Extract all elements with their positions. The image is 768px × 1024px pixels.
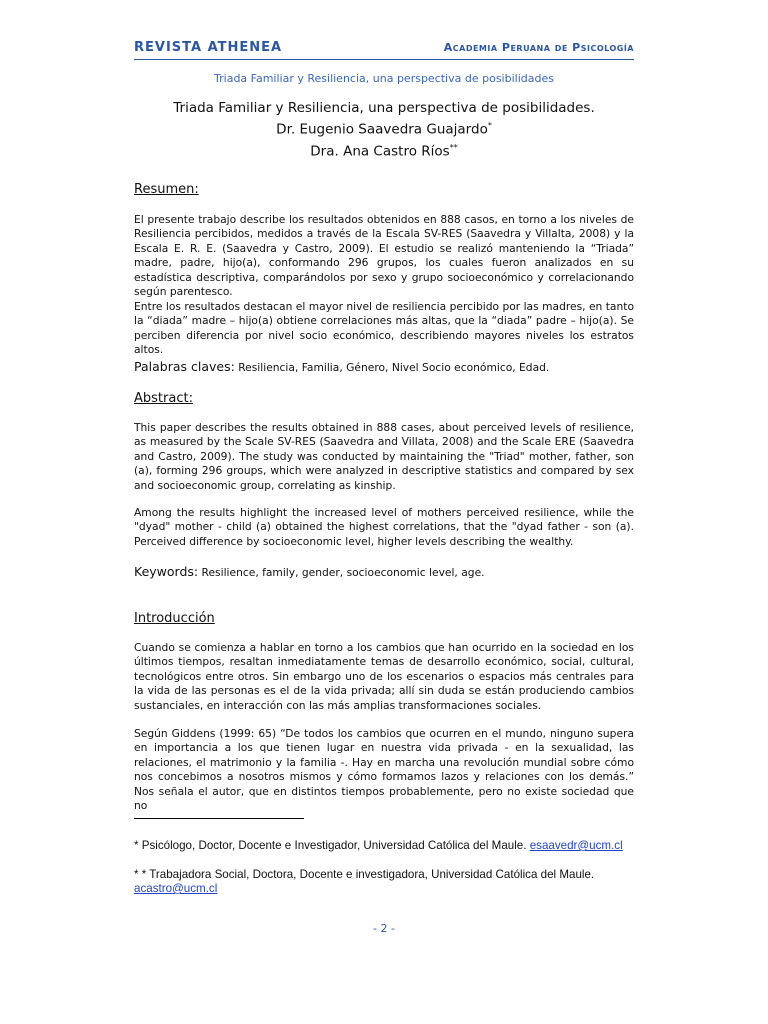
footnote-2-email-link[interactable]: acastro@ucm.cl (134, 882, 218, 895)
palabras-label: Palabras claves: (134, 359, 235, 374)
resumen-heading: Resumen: (134, 182, 199, 197)
introduccion-paragraph-1: Cuando se comienza a hablar en torno a los cambios que han ocurrido en la sociedad en los últimos tiempos, resaltan inmediatamente temas de desarrollo económico, social, cultural, tecnológicos entre otros. Sin embargo uno de los escenarios o espacios más centrales para la vida de las personas es el de la vida privada; allí sin duda se están produciendo cambios sustanciales, en interacción con las más amplias transformaciones sociales. (134, 641, 634, 712)
journal-name: REVISTA ATHENEA (134, 40, 283, 55)
keywords-text: Resilience, family, gender, socioeconomic level, age. (198, 566, 485, 579)
palabras-claves (134, 359, 634, 374)
footnote-1-email-link[interactable]: esaavedr@ucm.cl (529, 839, 623, 852)
abstract-heading: Abstract: (134, 391, 193, 406)
running-title: Triada Familiar y Resiliencia, una perspectiva de posibilidades (214, 72, 554, 85)
palabras-text: Resiliencia, Familia, Género, Nivel Socio económico, Edad. (234, 361, 550, 374)
footnote-1 (134, 839, 634, 853)
footnote-1-mark: * (134, 839, 139, 852)
author-1-name: Dr. Eugenio Saavedra Guajardo (276, 121, 488, 138)
abstract-paragraph-1: This paper describes the results obtained in 888 cases, about perceived levels of resilience, as measured by the Scale SV-RES (Saavedra and Villata, 2008) and the Scale ERE (Saavedra and Castro, 2009). The study was conducted by maintaining the "Triad" mother, father, son (a), forming 296 groups, which were analyzed in descriptive statistics and compared by sex and socioeconomic group, correlating as kinship. (134, 421, 634, 492)
resumen-paragraph-1: El presente trabajo describe los resultados obtenidos en 888 casos, en torno a los niveles de Resiliencia percibidos, medidos a través de la Escala SV-RES (Saavedra y Villalta, 2008) y la Escala E. R. E. (Saavedra y Castro, 2009). El estudio se realizó manteniendo la “Triada” madre, padre, hijo(a), conformando 296 grupos, los cuales fueron analizados en su estadística descriptiva, comparándolos por sexo y grupo socioeconómico y correlacionando según parentesco. (134, 213, 634, 299)
keywords (134, 564, 634, 579)
keywords-label: Keywords: (134, 564, 199, 579)
author-1-mark: * (487, 121, 492, 130)
page-number: - 2 - (373, 922, 395, 935)
resumen-paragraph-2: Entre los resultados destacan el mayor nivel de resiliencia percibido por las madres, en tanto la “diada” madre – hijo(a) obtiene correlaciones más altas, que la “diada” padre – hijo(a). Se perciben diferencia por nivel socio económico, describiendo mayores niveles los estratos altos. (134, 300, 634, 357)
abstract-paragraph-2: Among the results highlight the increased level of mothers perceived resilience, while the "dyad" mother - child (a) obtained the highest correlations, that the "dyad father - son (a). Perceived difference by socioeconomic level, higher levels describing the wealthy. (134, 506, 634, 548)
author-2-mark: ** (449, 142, 458, 152)
page-header (134, 40, 634, 60)
footnote-1-text: Psicólogo, Doctor, Docente e Investigador, Universidad Católica del Maule. (138, 839, 530, 852)
introduccion-paragraph-2: Según Giddens (1999: 65) “De todos los cambios que ocurren en el mundo, ninguno supera en importancia a los que tienen lugar en nuestra vida privada - en la sexualidad, las relaciones, el matrimonio y la familia -. Hay en marcha una revolución mundial sobre cómo nos concebimos a nosotros mismos y cómo formamos lazos y relaciones con los demás.” Nos señala el autor, que en distintos tiempos probablemente, pero no existe sociedad que no (134, 727, 634, 813)
paper-title: Triada Familiar y Resiliencia, una perspectiva de posibilidades. (173, 100, 595, 116)
author-2 (134, 139, 634, 161)
society-name: Academia Peruana de Psicología (443, 41, 634, 54)
introduccion-heading: Introducción (134, 611, 215, 626)
header-rule (134, 59, 634, 60)
author-1 (134, 117, 634, 139)
author-2-name: Dra. Ana Castro Ríos (310, 143, 450, 159)
footnote-rule (134, 818, 304, 819)
footnote-2-mark: * * (134, 868, 147, 881)
title-block (134, 99, 634, 160)
footnote-2-text: Trabajadora Social, Doctora, Docente e investigadora, Universidad Católica del Maule. (146, 868, 595, 881)
footnote-2 (134, 868, 634, 896)
